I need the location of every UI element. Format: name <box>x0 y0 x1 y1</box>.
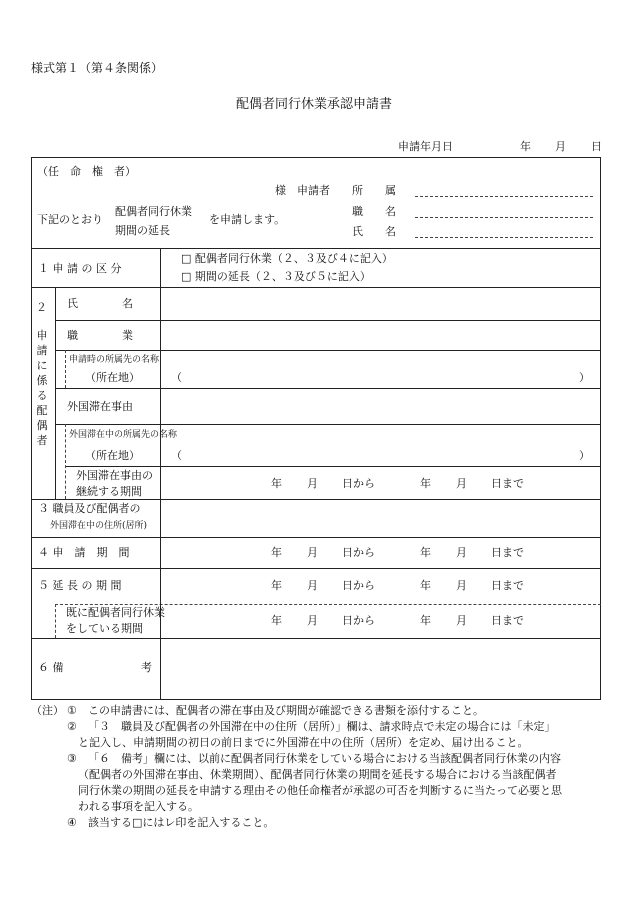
table-border-bottom <box>31 699 601 700</box>
row-divider <box>31 287 601 288</box>
note-num: ② <box>67 720 77 733</box>
spouse-job-label: 職 業 <box>67 329 133 342</box>
note-num: ③ <box>67 752 77 765</box>
section5-label: ５ 延 長 の 期 間 <box>38 579 122 592</box>
column-divider <box>55 287 56 499</box>
affiliation-address-label: （所在地） <box>85 371 140 384</box>
foreign-address-label: （所在地） <box>85 449 140 462</box>
note-num: ① <box>67 704 77 717</box>
note-text: この申請書には、配偶者の滞在事由及び期間が確認できる書類を添付すること。 <box>88 704 484 717</box>
foreign-reason-label: 外国滞在事由 <box>67 400 133 413</box>
note-text: われる事項を記入する。 <box>78 800 199 813</box>
job-title-field[interactable] <box>415 217 593 218</box>
row-divider <box>55 320 601 321</box>
sama-label: 様 <box>275 184 286 197</box>
affiliation-name-label: 申請時の所属先の名称 <box>69 355 160 365</box>
table-border-top <box>31 157 600 158</box>
option-spouse-leave: 配偶者同行休業 <box>115 205 192 218</box>
table-border-left <box>31 157 32 700</box>
date-year: 年 <box>520 140 531 153</box>
foreign-affiliation-label: 外国滞在中の所属先の名称 <box>69 430 178 440</box>
period-label-line1: 外国滞在事由の <box>76 469 153 482</box>
row-divider <box>55 424 601 425</box>
section1-label: １ 申 請 の 区 分 <box>38 262 122 275</box>
note-num: ④ <box>67 816 77 829</box>
date-month: 月 <box>555 140 566 153</box>
section3-label-line1: ３ 職員及び配偶者の <box>38 502 141 515</box>
section2-number: ２ <box>36 301 47 314</box>
row-divider <box>55 350 601 351</box>
row-divider <box>31 248 601 249</box>
row-divider <box>31 568 601 569</box>
affiliation-label: 所 属 <box>352 184 396 197</box>
form-number: 様式第１（第４条関係） <box>31 61 164 75</box>
paren-open: （ <box>171 371 182 384</box>
name-label: 氏 名 <box>352 225 396 238</box>
applicant-label: 申請者 <box>297 184 330 197</box>
section4-label: ４ 申 請 期 間 <box>38 546 130 559</box>
option-extension: 期間の延長 <box>115 224 170 237</box>
section2-vertical-label: 申 請 に 係 る 配 偶 者 <box>36 329 48 447</box>
prior-leave-label-line1: 既に配偶者同行休業 <box>66 606 165 619</box>
section6-label-end: 考 <box>141 661 152 674</box>
row-divider <box>31 638 601 639</box>
section6-label: ６ 備 <box>38 661 64 674</box>
column-divider-dashed <box>65 350 66 388</box>
note-text: 「６ 備考」欄には、以前に配偶者同行休業をしている場合における当該配偶者同行休業の内容 <box>88 752 561 765</box>
column-divider <box>160 248 161 638</box>
paren-open: （ <box>171 449 182 462</box>
intro-text: 下記のとおり <box>37 213 103 226</box>
authority-label: （任 命 権 者） <box>37 165 136 178</box>
table-border-right <box>600 157 601 700</box>
period-label-line2: 継続する期間 <box>76 485 142 498</box>
row-divider <box>55 388 601 389</box>
paren-close: ） <box>579 449 590 462</box>
note-text: と記入し、申請期間の初日の前日までに外国滞在中の住所（居所）を定め、届け出ること。 <box>78 736 529 749</box>
row-divider-dashed <box>55 604 601 605</box>
note-text: 「３ 職員及び配偶者の外国滞在中の住所（居所）」欄は、請求時点で未定の場合には「未定」 <box>88 720 556 733</box>
column-divider <box>160 638 161 700</box>
checkbox-extension[interactable]: □ 期間の延長（２、３及び５に記入） <box>181 270 371 283</box>
checkbox-spouse-leave[interactable]: □ 配偶者同行休業（２、３及び４に記入） <box>181 252 393 265</box>
date-day: 日 <box>591 140 602 153</box>
paren-close: ） <box>579 371 590 384</box>
column-divider-dashed <box>55 604 56 638</box>
section3-label-line2: 外国滞在中の住所(居所) <box>50 521 148 531</box>
job-title-label: 職 名 <box>352 205 396 218</box>
application-date-label: 申請年月日 <box>398 140 453 153</box>
prior-leave-label-line2: をしている期間 <box>66 622 143 635</box>
apply-suffix: を申請します。 <box>209 213 286 226</box>
row-divider <box>31 537 601 538</box>
page-title: 配偶者同行休業承認申請書 <box>236 97 393 112</box>
notes-prefix: （注） <box>31 704 64 717</box>
affiliation-field[interactable] <box>415 196 593 197</box>
note-text: （配偶者の外国滞在事由、休業期間）、配偶者同行休業の期間を延長する場合における当該配偶者 <box>78 768 557 781</box>
note-text: 同行休業の期間の延長を申請する理由その他任命権者が承認の可否を判断するに当たって必要と思 <box>78 784 562 797</box>
row-divider <box>31 499 601 500</box>
name-field[interactable] <box>415 237 593 238</box>
column-divider-dashed <box>65 424 66 499</box>
spouse-name-label: 氏 名 <box>67 297 133 310</box>
note-text: 該当する□にはレ印を記入すること。 <box>88 816 275 829</box>
row-divider <box>65 466 601 467</box>
